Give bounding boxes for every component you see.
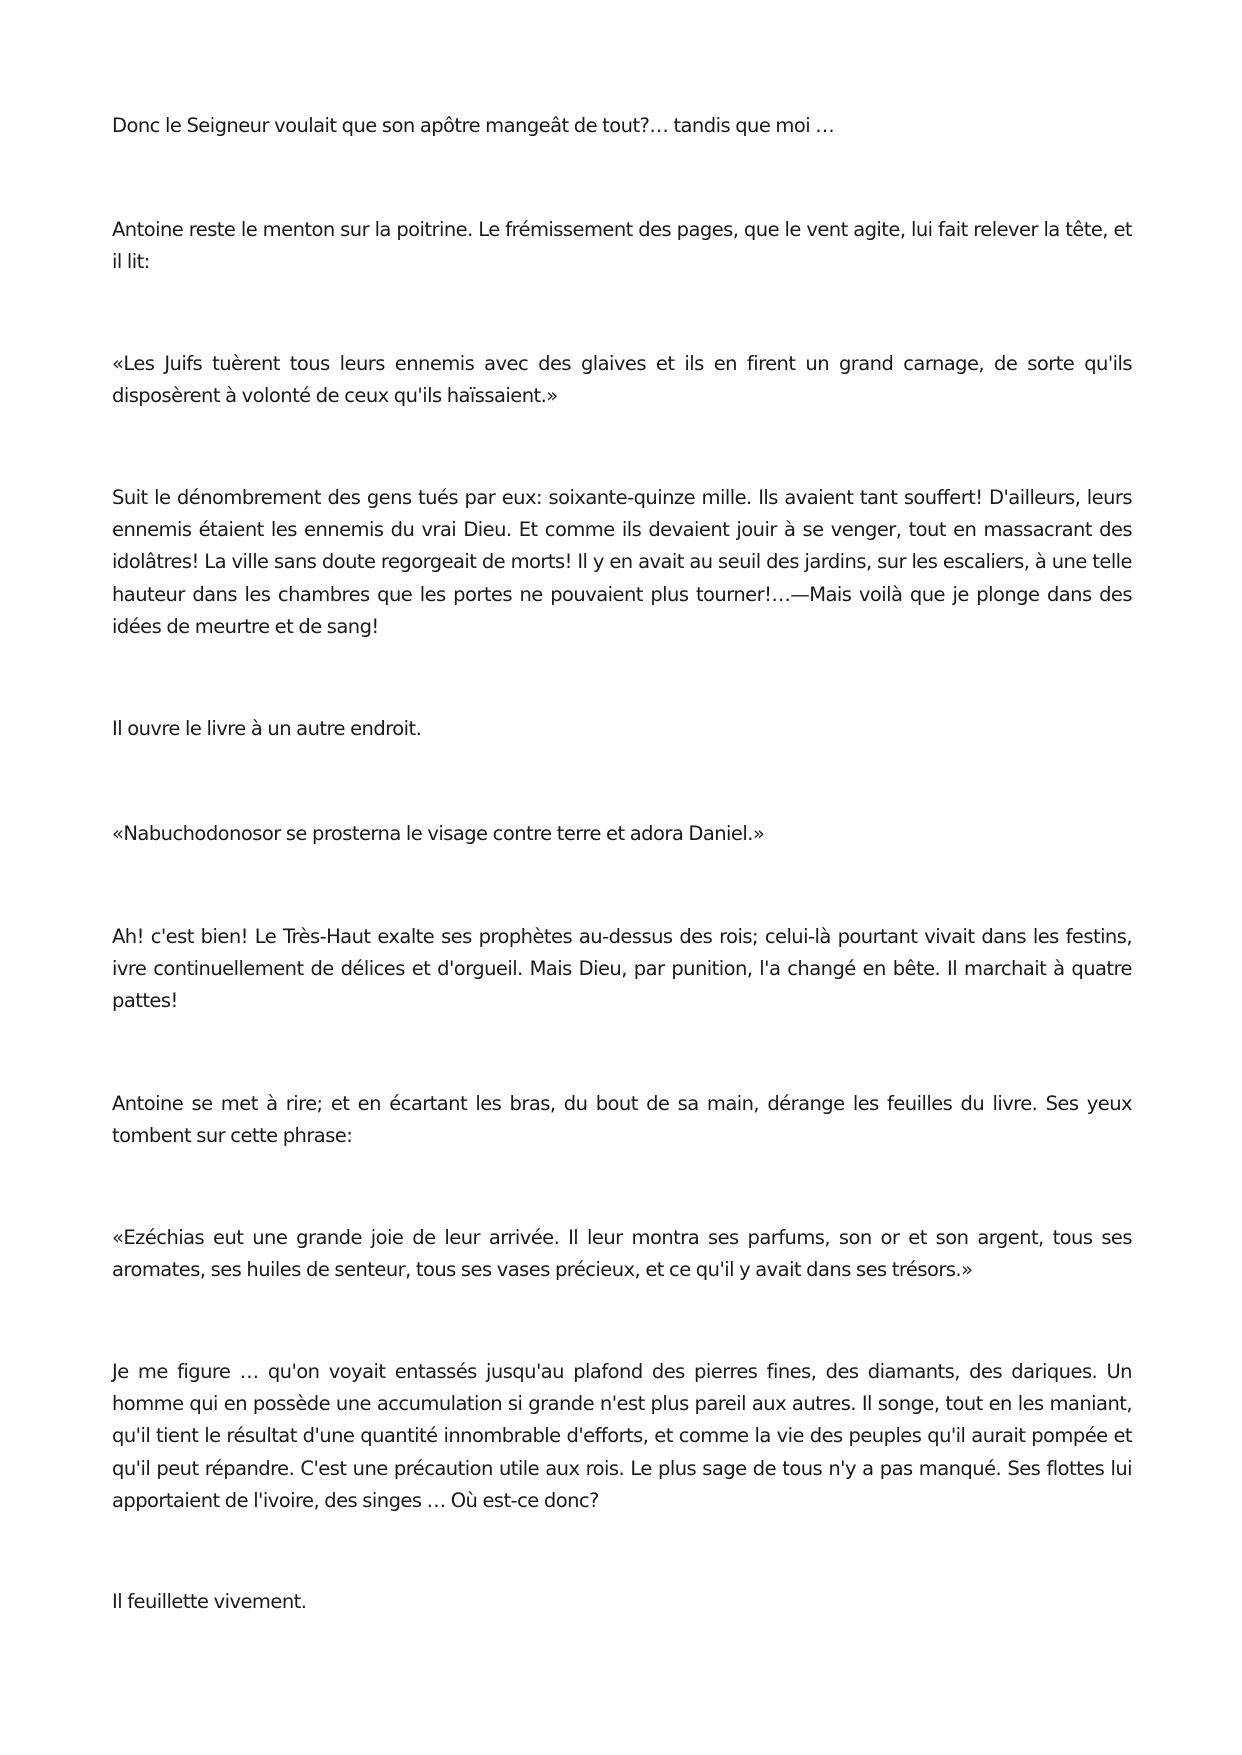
paragraph-4: Suit le dénombrement des gens tués par eux: soixante-quinze mille. Ils avaient tant souffert! D'ailleurs, leurs ennemis étaient les ennemis du vrai Dieu. Et comme ils devaient jouir à se venger, tout en massacrant des idolâtres! La ville sans doute regorgeait de morts! Il y en avait au seuil des jardins, sur les escaliers, à une telle hauteur dans les chambres que les portes ne pouvaient plus tourner!…—Mais voilà que je plonge dans des idées de meurtre et de sang! [112, 486, 1132, 638]
paragraph-7: Ah! c'est bien! Le Très-Haut exalte ses prophètes au-dessus des rois; celui-là pourtant vivait dans les festins, ivre continuellement de délices et d'orgueil. Mais Dieu, par punition, l'a changé en bête. Il marchait à quatre pattes! [112, 925, 1132, 1013]
paragraph-9: «Ezéchias eut une grande joie de leur arrivée. Il leur montra ses parfums, son or et son argent, tous ses aromates, ses huiles de senteur, tous ses vases précieux, et ce qu'il y avait dans ses trésors.» [112, 1226, 1132, 1282]
paragraph-3: «Les Juifs tuèrent tous leurs ennemis avec des glaives et ils en firent un grand carnage, de sorte qu'ils disposèrent à volonté de ceux qu'ils haïssaient.» [112, 352, 1132, 408]
paragraph-5: Il ouvre le livre à un autre endroit. [112, 717, 422, 740]
paragraph-11: Il feuillette vivement. [112, 1590, 307, 1613]
paragraph-8: Antoine se met à rire; et en écartant les bras, du bout de sa main, dérange les feuilles du livre. Ses yeux tombent sur cette phrase: [112, 1092, 1132, 1148]
paragraph-1: Donc le Seigneur voulait que son apôtre mangeât de tout?… tandis que moi … [112, 114, 835, 137]
paragraph-6: «Nabuchodonosor se prosterna le visage contre terre et adora Daniel.» [112, 822, 765, 845]
paragraph-2: Antoine reste le menton sur la poitrine. Le frémissement des pages, que le vent agite, lui fait relever la tête, et il lit: [112, 218, 1132, 274]
paragraph-10: Je me figure … qu'on voyait entassés jusqu'au plafond des pierres fines, des diamants, des dariques. Un homme qui en possède une accumulation si grande n'est plus pareil aux autres. Il songe, tout en les maniant, qu'il tient le résultat d'une quantité innombrable d'efforts, et comme la vie des peuples qu'il aurait pompée et qu'il peut répandre. C'est une précaution utile aux rois. Le plus sage de tous n'y a pas manqué. Ses flottes lui apportaient de l'ivoire, des singes … Où est-ce donc? [112, 1360, 1132, 1512]
